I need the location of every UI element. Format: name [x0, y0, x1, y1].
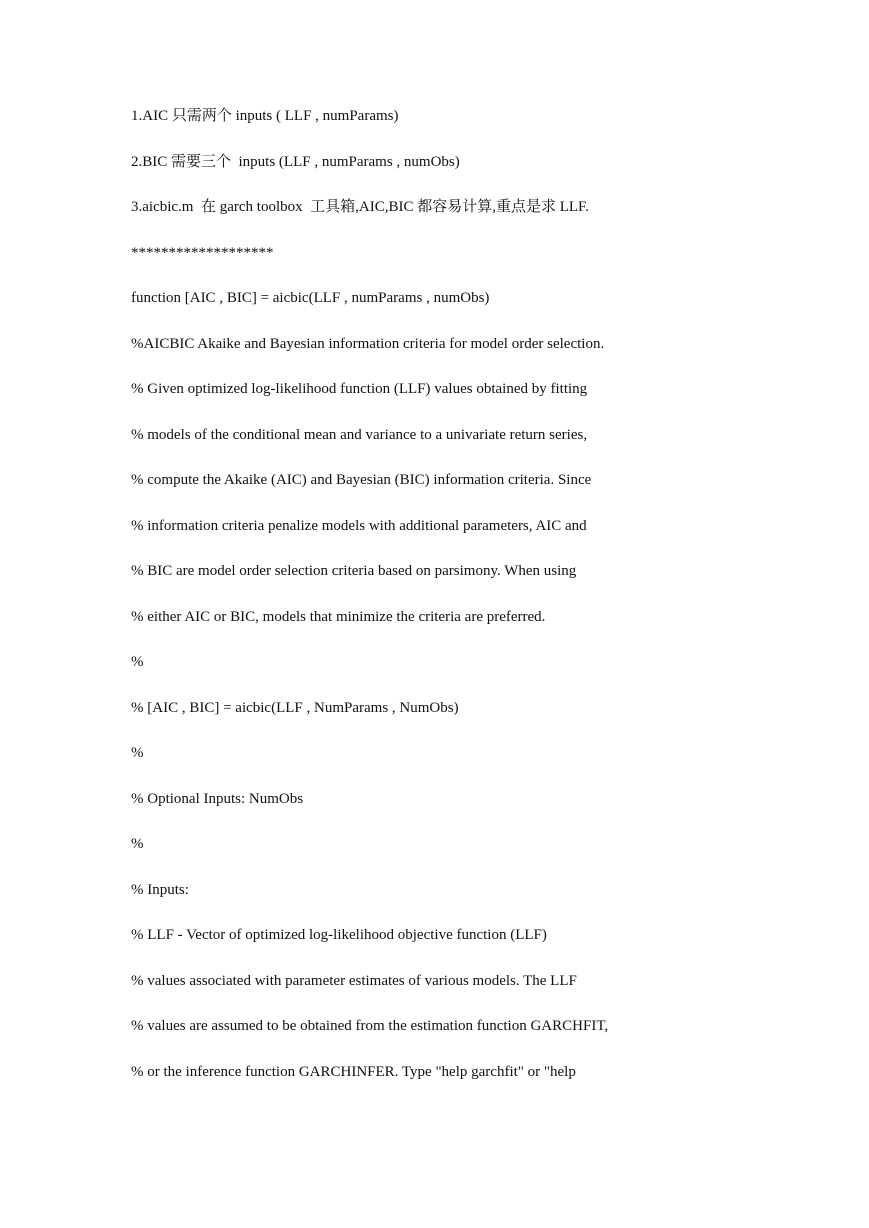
- code-line: % Given optimized log-likelihood function (LLF) values obtained by fitting: [131, 381, 588, 397]
- code-line: %: [131, 745, 144, 761]
- code-line: % models of the conditional mean and variance to a univariate return series,: [131, 426, 588, 443]
- code-line: %: [131, 654, 144, 670]
- separator-line: *******************: [131, 244, 274, 261]
- text-line: 3.aicbic.m 在 garch toolbox 工具箱,AIC,BIC 都容易计算,重点是求 LLF.: [131, 199, 589, 215]
- text-line: 1.AIC 只需两个 inputs ( LLF , numParams): [131, 108, 399, 124]
- document-body: [131, 104, 831, 1105]
- code-line: % [AIC , BIC] = aicbic(LLF , NumParams , NumObs): [131, 699, 459, 716]
- code-line: % or the inference function GARCHINFER. Type "help garchfit" or "help: [131, 1063, 576, 1080]
- code-line: % Optional Inputs: NumObs: [131, 790, 304, 807]
- code-line: % Inputs:: [131, 881, 189, 898]
- code-line: %: [131, 836, 144, 852]
- code-line: function [AIC , BIC] = aicbic(LLF , numParams , numObs): [131, 290, 490, 306]
- code-line: % LLF - Vector of optimized log-likelihood objective function (LLF): [131, 927, 547, 943]
- code-line: % information criteria penalize models with additional parameters, AIC and: [131, 517, 587, 534]
- code-line: % values associated with parameter estimates of various models. The LLF: [131, 972, 577, 989]
- code-line: % values are assumed to be obtained from the estimation function GARCHFIT,: [131, 1018, 609, 1034]
- text-line: 2.BIC 需要三个 inputs (LLF , numParams , numObs): [131, 153, 460, 170]
- code-line: % either AIC or BIC, models that minimize the criteria are preferred.: [131, 608, 546, 625]
- code-line: %AICBIC Akaike and Bayesian information criteria for model order selection.: [131, 335, 605, 352]
- code-line: % compute the Akaike (AIC) and Bayesian (BIC) information criteria. Since: [131, 472, 592, 488]
- code-line: % BIC are model order selection criteria based on parsimony. When using: [131, 563, 577, 579]
